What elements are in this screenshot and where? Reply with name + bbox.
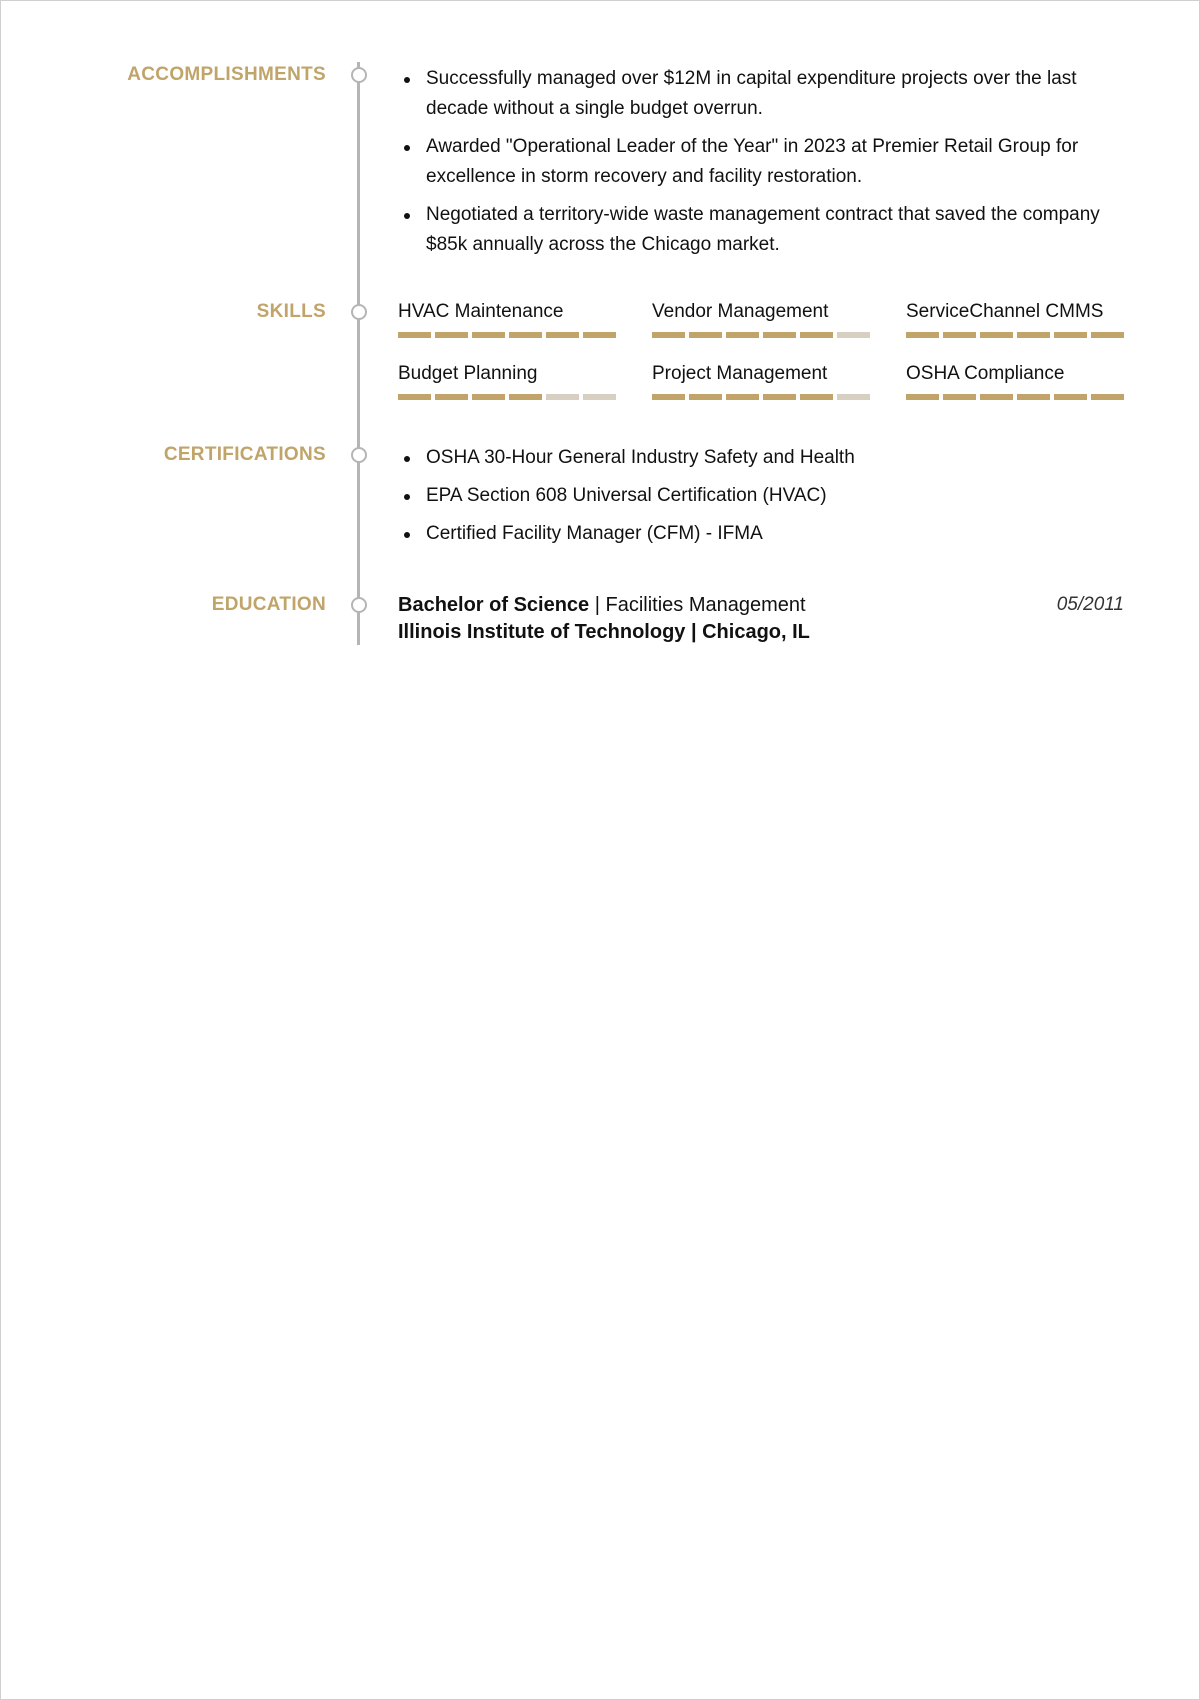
skill-level-bar: [906, 394, 1124, 400]
skill-segment-filled: [1091, 394, 1124, 400]
section-title: SKILLS: [256, 301, 326, 322]
skill-segment-filled: [652, 332, 685, 338]
education-degree-line: [398, 592, 1124, 618]
list-item: EPA Section 608 Universal Certification (HVAC): [398, 481, 1124, 511]
skill-name: Budget Planning: [398, 363, 538, 384]
skill-segment-filled: [509, 394, 542, 400]
skill-segment-filled: [689, 394, 722, 400]
accomplishments-list: [398, 64, 1124, 260]
skill-segment-filled: [472, 332, 505, 338]
skill-level-bar: [906, 332, 1124, 338]
skill-segment-filled: [763, 332, 796, 338]
section-title: CERTIFICATIONS: [163, 444, 326, 465]
skill-segment-filled: [943, 394, 976, 400]
skill-name: Project Management: [652, 363, 828, 384]
list-item: Successfully managed over $12M in capital expenditure projects over the last decade without a single budget overrun.: [398, 64, 1124, 124]
degree: Bachelor of Science: [398, 594, 590, 616]
list-item: Awarded "Operational Leader of the Year" in 2023 at Premier Retail Group for excellence in storm recovery and facility restoration.: [398, 132, 1124, 192]
skill-level-bar: [398, 394, 616, 400]
separator: |: [589, 594, 606, 616]
timeline-dot: [351, 597, 367, 613]
skill-level-bar: [652, 332, 870, 338]
graduation-date: 05/2011: [1056, 594, 1124, 615]
skill-segment-filled: [1017, 394, 1050, 400]
skill-segment-filled: [509, 332, 542, 338]
skill-segment-filled: [583, 332, 616, 338]
certifications-list: [398, 443, 1124, 549]
skill-segment-filled: [726, 394, 759, 400]
skill-segment-filled: [906, 332, 939, 338]
skill-segment-filled: [1054, 394, 1087, 400]
timeline-dot: [351, 447, 367, 463]
field-of-study: Facilities Management: [605, 594, 806, 616]
skill-segment-filled: [906, 394, 939, 400]
skill-name: OSHA Compliance: [906, 363, 1065, 384]
skill-segment-empty: [583, 394, 616, 400]
skill-segment-filled: [800, 332, 833, 338]
skill-item: [398, 301, 616, 338]
skill-segment-filled: [652, 394, 685, 400]
skill-name: HVAC Maintenance: [398, 301, 564, 322]
skill-segment-filled: [398, 394, 431, 400]
skill-segment-empty: [837, 332, 870, 338]
skill-item: [906, 363, 1124, 400]
skill-name: Vendor Management: [652, 301, 829, 322]
list-item: OSHA 30-Hour General Industry Safety and Health: [398, 443, 1124, 473]
timeline-dot: [351, 304, 367, 320]
skill-segment-filled: [1054, 332, 1087, 338]
skill-segment-filled: [1091, 332, 1124, 338]
skill-item: [652, 301, 870, 338]
skill-segment-filled: [800, 394, 833, 400]
list-item: Negotiated a territory-wide waste management contract that saved the company $85k annually across the Chicago market.: [398, 200, 1124, 260]
certifications-body: [398, 443, 1124, 557]
skill-segment-filled: [546, 332, 579, 338]
skill-segment-filled: [435, 332, 468, 338]
list-item: Certified Facility Manager (CFM) - IFMA: [398, 519, 1124, 549]
timeline-dot: [351, 67, 367, 83]
skill-name: ServiceChannel CMMS: [906, 301, 1104, 322]
skill-segment-empty: [837, 394, 870, 400]
skill-segment-empty: [546, 394, 579, 400]
skill-level-bar: [652, 394, 870, 400]
section-title: EDUCATION: [211, 594, 326, 615]
skill-segment-filled: [726, 332, 759, 338]
skill-segment-filled: [980, 332, 1013, 338]
skill-segment-filled: [943, 332, 976, 338]
school-line: Illinois Institute of Technology | Chicago, IL: [398, 621, 810, 643]
education-body: [398, 592, 1124, 646]
skill-segment-filled: [1017, 332, 1050, 338]
accomplishments-body: [398, 64, 1124, 268]
skill-segment-filled: [435, 394, 468, 400]
skill-segment-filled: [763, 394, 796, 400]
skill-level-bar: [398, 332, 616, 338]
timeline-line: [357, 62, 360, 645]
section-title: ACCOMPLISHMENTS: [127, 64, 326, 85]
skill-item: [906, 301, 1124, 338]
skill-segment-filled: [980, 394, 1013, 400]
skill-item: [398, 363, 616, 400]
skill-segment-filled: [398, 332, 431, 338]
skill-item: [652, 363, 870, 400]
skill-segment-filled: [689, 332, 722, 338]
skill-segment-filled: [472, 394, 505, 400]
